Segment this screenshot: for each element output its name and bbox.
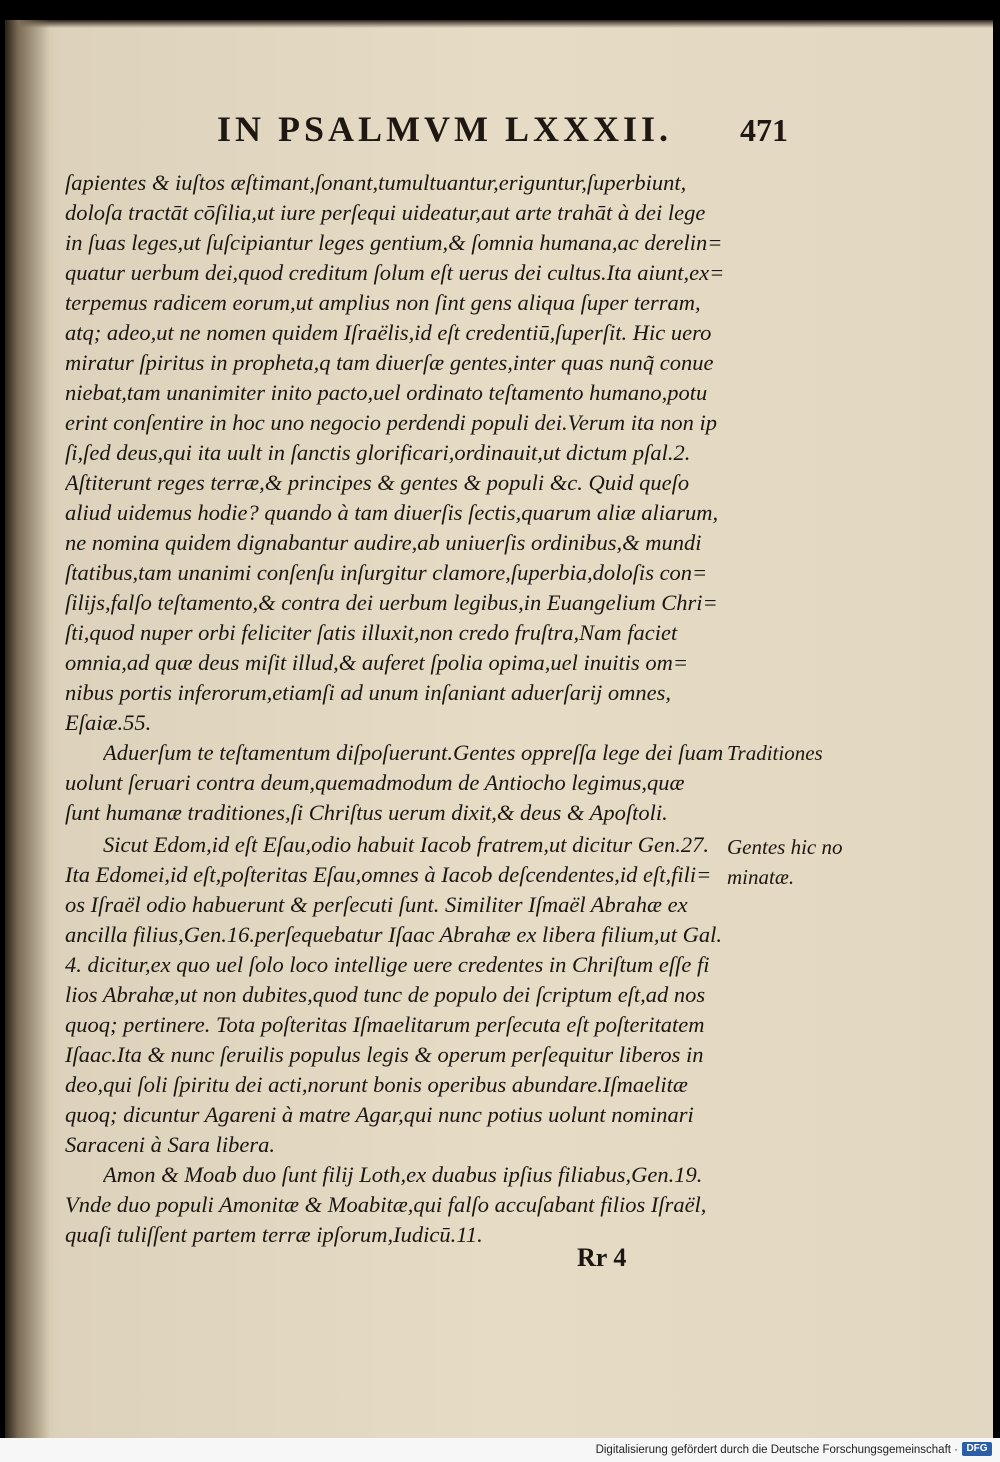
text-line: Vnde duo populi Amonitæ & Moabitæ,qui falſo accuſabant filios Iſraël, (65, 1192, 707, 1217)
text-line: omnia,ad quæ deus miſit illud,& auferet ſpolia opima,uel inuitis om= (65, 650, 689, 675)
text-line: os Iſraël odio habuerunt & perſecuti ſunt. Similiter Iſmaël Abrahæ ex (65, 892, 688, 917)
text-line: deo,qui ſoli ſpiritu dei acti,norunt bonis operibus abundare.Iſmaelitæ (65, 1072, 688, 1097)
signature-mark: Rr 4 (577, 1243, 627, 1272)
text-line: ſunt humanæ traditiones,ſi Chriſtus uerum dixit,& deus & Apoſtoli. (65, 800, 668, 825)
page-top-edge (5, 20, 993, 28)
digitization-footer (0, 1438, 1000, 1462)
text-line: quaſi tuliſſent partem terræ ipſorum,Iudicū.11. (65, 1222, 483, 1247)
text-line: Eſaiæ.55. (65, 710, 152, 735)
text-line: ne nomina quidem dignabantur audire,ab uniuerſis ordinibus,& mundi (65, 530, 702, 555)
text-line: niebat,tam unanimiter inito pacto,uel ordinato teſtamento humano,potu (65, 380, 708, 405)
text-line: Ita Edomei,id eſt,poſteritas Eſau,omnes à Iacob deſcendentes,id eſt,fili= (65, 862, 712, 887)
text-line: Aduerſum te teſtamentum diſpoſuerunt.Gentes oppreſſa lege dei ſuam (103, 740, 724, 765)
margin-note-gentes-cont: minatæ. (727, 865, 795, 889)
text-line: lios Abrahæ,ut non dubites,quod tunc de populo dei ſcriptum eſt,ad nos (65, 982, 706, 1007)
text-line: terpemus radicem eorum,ut amplius non ſint gens aliqua ſuper terram, (65, 290, 701, 315)
text-line: doloſa tractāt cōſilia,ut iure perſequi uideatur,aut arte trahāt à dei lege (65, 200, 706, 225)
text-line: ſti,quod nuper orbi feliciter ſatis illuxit,non credo fruſtra,Nam faciet (65, 620, 678, 645)
text-line: Sicut Edom,id eſt Eſau,odio habuit Iacob fratrem,ut dicitur Gen.27. (103, 832, 709, 857)
text-line: ſilijs,falſo teſtamento,& contra dei uerbum legibus,in Euangelium Chri= (65, 590, 718, 615)
text-line: Amon & Moab duo ſunt filij Loth,ex duabus ipſius filiabus,Gen.19. (103, 1162, 703, 1187)
text-line: nibus portis inferorum,etiamſi ad unum inſaniant aduerſarij omnes, (65, 680, 672, 705)
text-line: aliud uidemus hodie? quando à tam diuerſis ſectis,quarum aliæ aliarum, (65, 500, 719, 525)
text-line: atq; adeo,ut ne nomen quidem Iſraëlis,id eſt credentiū,ſuperſit. Hic uero (65, 320, 712, 345)
text-line: Saraceni à Sara libera. (65, 1132, 275, 1157)
running-head: IN PSALMVM LXXXII. (217, 109, 673, 149)
margin-note-gentes: Gentes hic no (727, 835, 843, 859)
text-line: erint conſentire in hoc uno negocio perdendi populi dei.Verum ita non ip (65, 410, 717, 435)
text-line: quoq; pertinere. Tota poſteritas Iſmaelitarum perſecuta eſt poſteritatem (65, 1012, 705, 1037)
text-line: quatur uerbum dei,quod creditum ſolum eſt uerus dei cultus.Ita aiunt,ex= (65, 260, 725, 285)
margin-note-traditiones: Traditiones (727, 741, 823, 765)
text-line: uolunt ſeruari contra deum,quemadmodum de Antiocho legimus,quæ (65, 770, 685, 795)
text-line: 4. dicitur,ex quo uel ſolo loco intellige uere credentes in Chriſtum eſſe fi (65, 952, 710, 977)
funding-credit: Digitalisierung gefördert durch die Deutsche Forschungsgemeinschaft · (595, 1444, 958, 1456)
text-line: Iſaac.Ita & nunc ſeruilis populus legis & operum perſequitur liberos in (65, 1042, 704, 1067)
text-line: ſtatibus,tam unanimi conſenſu inſurgitur clamore,ſuperbia,doloſis con= (65, 560, 708, 585)
text-line: miratur ſpiritus in propheta,q tam diuerſæ gentes,inter quas nunq̃ conue (65, 350, 714, 375)
text-line: quoq; dicuntur Agareni à matre Agar,qui nunc potius uolunt nominari (65, 1102, 694, 1127)
text-line: ſapientes & iuſtos æſtimant,ſonant,tumultuantur,eriguntur,ſuperbiunt, (65, 170, 687, 195)
dfg-logo: DFG (962, 1442, 992, 1456)
book-page (5, 20, 993, 1438)
text-line: in ſuas leges,ut ſuſcipiantur leges gentium,& ſomnia humana,ac derelin= (65, 230, 723, 255)
page-number: 471 (740, 112, 788, 148)
text-line: ſi,ſed deus,qui ita uult in ſanctis glorificari,ordinauit,ut dictum pſal.2. (65, 440, 691, 465)
text-line: Aſtiterunt reges terræ,& principes & gentes & populi &c. Quid queſo (65, 470, 690, 495)
binding-shadow (5, 20, 50, 1438)
text-line: ancilla filius,Gen.16.perſequebatur Iſaac Abrahæ ex libera filium,ut Gal. (65, 922, 723, 947)
